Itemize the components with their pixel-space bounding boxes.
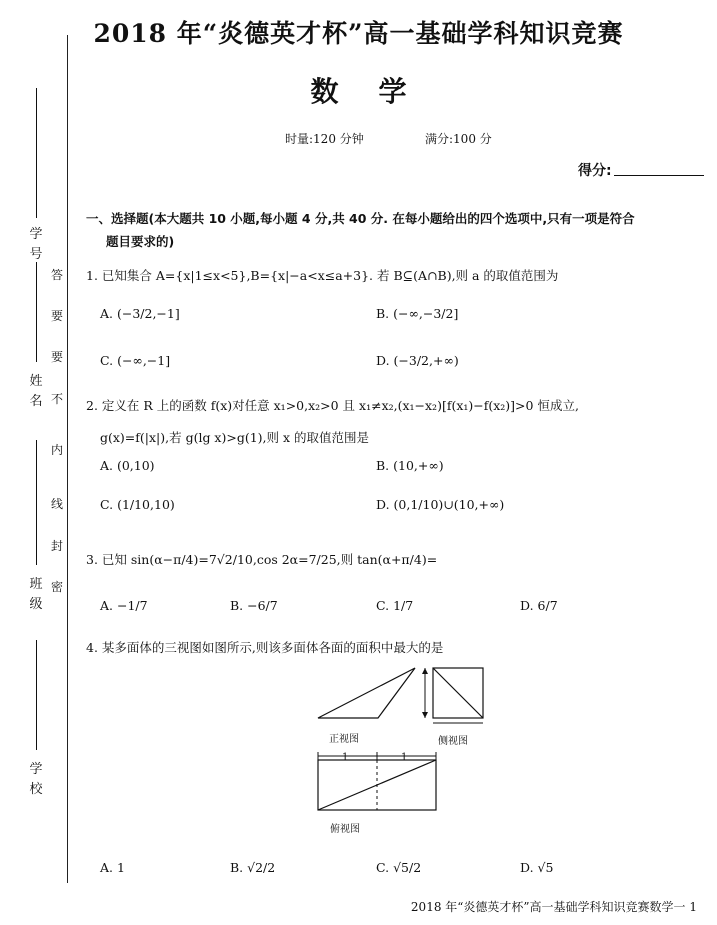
front-view-label: 正视图 [329, 734, 359, 745]
question-4-stem: 4. 某多面体的三视图如图所示,则该多面体各面的面积中最大的是 [86, 640, 444, 655]
score-label: 得分: [578, 163, 612, 179]
top-view-dim-2: 1 [401, 752, 408, 763]
q4-option-b: B. √2/2 [230, 860, 276, 875]
q1-option-b: B. (−∞,−3/2] [376, 306, 459, 321]
score-blank [614, 175, 704, 176]
subject-title: 数学 [310, 75, 447, 108]
q2-option-b: B. (10,+∞) [376, 458, 444, 473]
section-heading-cont: 题目要求的) [106, 234, 175, 249]
name-label: 姓名 [29, 374, 43, 409]
q4-option-a: A. 1 [100, 860, 125, 875]
name-blank [36, 262, 37, 362]
seal-char: 密 [50, 580, 63, 594]
full-score: 满分:100 分 [425, 132, 492, 146]
q2-option-d: D. (0,1/10)∪(10,+∞) [376, 497, 505, 512]
three-view-figure [300, 660, 510, 840]
question-1-stem: 1. 已知集合 A={x|1≤x<5},B={x|−a<x≤a+3}. 若 B⊆(A∩B),则 a 的取值范围为 [86, 268, 559, 283]
q3-option-c: C. 1/7 [376, 598, 414, 613]
q3-option-d: D. 6/7 [520, 598, 558, 613]
q4-option-c: C. √5/2 [376, 860, 422, 875]
question-2-stem-cont: g(x)=f(|x|),若 g(lg x)>g(1),则 x 的取值范围是 [100, 430, 370, 445]
page-footer: 2018 年“炎德英才杯”高一基础学科知识竞赛数学一 1 [410, 900, 697, 914]
seal-char: 内 [50, 443, 63, 457]
q3-option-a: A. −1/7 [100, 598, 148, 613]
q1-option-c: C. (−∞,−1] [100, 353, 171, 368]
student-no-blank [36, 88, 37, 218]
section-heading: 一、选择题(本大题共 10 小题,每小题 4 分,共 40 分. 在每小题给出的四个选项中,只有一项是符合 [86, 211, 635, 226]
side-view-diagonal [433, 668, 483, 718]
q1-option-a: A. (−3/2,−1] [100, 306, 180, 321]
school-label: 学校 [29, 762, 43, 797]
binding-line [67, 35, 68, 883]
top-view-dim-1: 1 [342, 752, 349, 763]
q2-option-a: A. (0,10) [100, 458, 155, 473]
time-limit: 时量:120 分钟 [285, 132, 364, 146]
school-blank [36, 640, 37, 750]
question-2-stem: 2. 定义在 R 上的函数 f(x)对任意 x₁>0,x₂>0 且 x₁≠x₂,(x₁−x₂)[f(x₁)−f(x₂)]>0 恒成立, [86, 398, 579, 413]
exam-title: 2018 年“炎德英才杯”高一基础学科知识竞赛 [93, 19, 624, 48]
side-view-label: 侧视图 [438, 736, 468, 747]
q1-option-d: D. (−3/2,+∞) [376, 353, 459, 368]
seal-char: 不 [50, 392, 63, 406]
q2-option-c: C. (1/10,10) [100, 497, 175, 512]
student-no-label: 学号 [29, 227, 43, 262]
q3-option-b: B. −6/7 [230, 598, 278, 613]
class-label: 班级 [29, 577, 43, 612]
q4-option-d: D. √5 [520, 860, 554, 875]
seal-char: 要 [50, 350, 63, 364]
seal-char: 答 [50, 268, 63, 282]
seal-char: 线 [50, 497, 63, 511]
front-view-shape [318, 668, 415, 718]
question-3-stem: 3. 已知 sin(α−π/4)=7√2/10,cos 2α=7/25,则 tan(α+π/4)= [86, 552, 438, 567]
top-view-label: 俯视图 [330, 824, 360, 835]
class-blank [36, 440, 37, 565]
seal-char: 要 [50, 309, 63, 323]
seal-char: 封 [50, 539, 63, 553]
